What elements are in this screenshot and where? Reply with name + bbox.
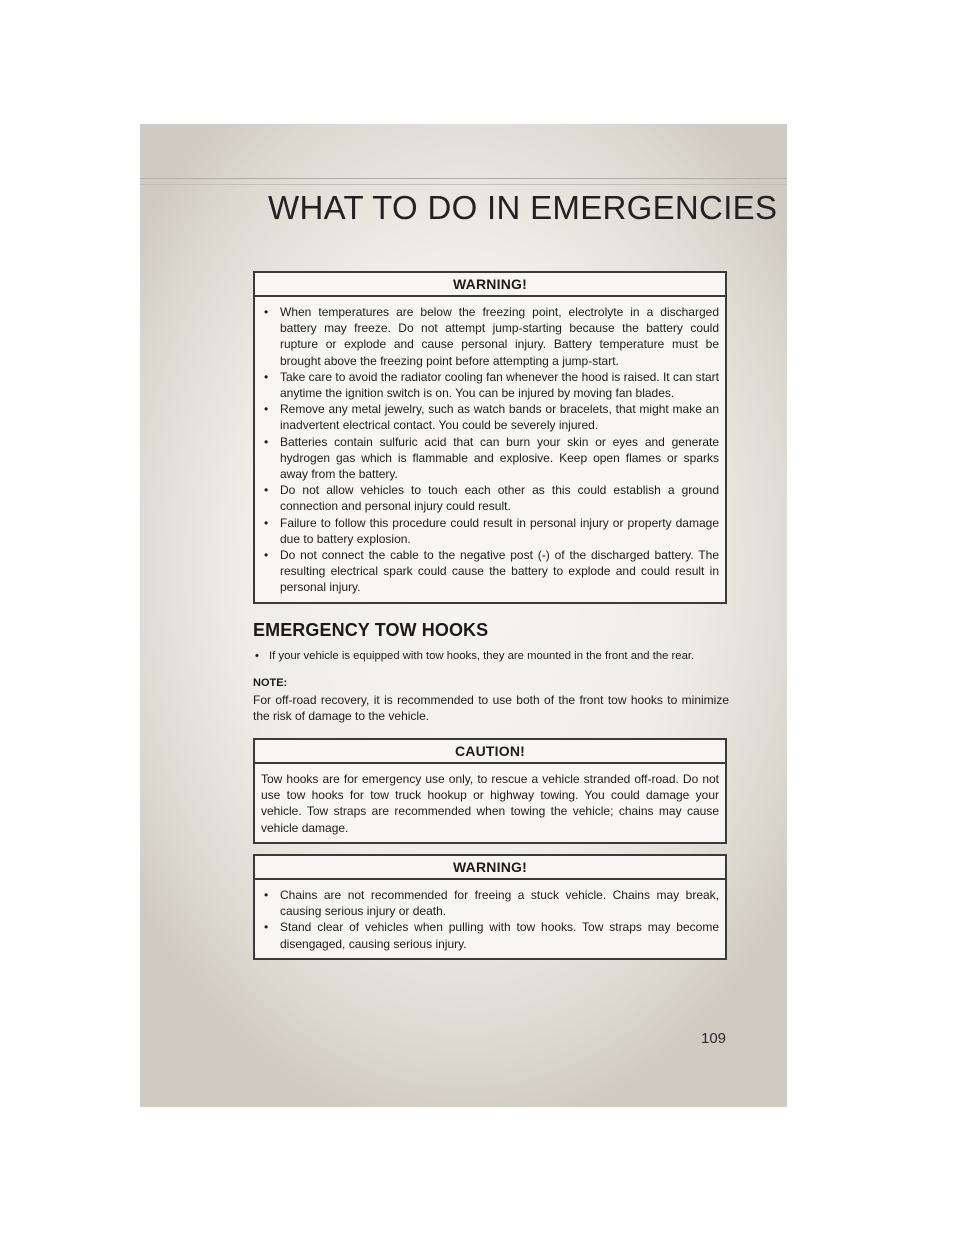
warning-heading: WARNING!	[255, 856, 725, 880]
section-heading: EMERGENCY TOW HOOKS	[253, 620, 489, 640]
list-item: • Stand clear of vehicles when pulling with tow hooks. Tow straps may become disengaged, causing serious injury.	[261, 919, 719, 951]
caution-heading: CAUTION!	[255, 740, 725, 764]
warning-box-battery	[253, 271, 727, 604]
list-item: • Do not connect the cable to the negative post (-) of the discharged battery. The resulting electrical spark could cause the battery to explode and could result in personal injury.	[261, 547, 719, 596]
page-title: WHAT TO DO IN EMERGENCIES	[268, 189, 778, 226]
list-item: • When temperatures are below the freezing point, electrolyte in a discharged battery may freeze. Do not attempt jump-starting because the battery could rupture or explode and cause personal injury. Battery temperature must be brought above the freezing point before attempting a jump-start.	[261, 304, 719, 369]
list-item: • Batteries contain sulfuric acid that can burn your skin or eyes and generate hydrogen gas which is flammable and explosive. Keep open flames or sparks away from the battery.	[261, 434, 719, 483]
warning-box-tow	[253, 854, 727, 960]
list-item: • Do not allow vehicles to touch each other as this could establish a ground connection and personal injury could result.	[261, 482, 719, 514]
page-number: 109	[701, 1030, 727, 1047]
caution-text: Tow hooks are for emergency use only, to rescue a vehicle stranded off-road. Do not use tow hooks for tow truck hookup or highway towing. You could damage your vehicle. Tow straps are recommended when towing the vehicle; chains may cause vehicle damage.	[261, 772, 719, 835]
tow-hooks-bullet-text: If your vehicle is equipped with tow hooks, they are mounted in the front and the rear.	[269, 650, 695, 662]
header-rule	[140, 178, 787, 179]
note-text: For off-road recovery, it is recommended to use both of the front tow hooks to minimize the risk of damage to the vehicle.	[253, 693, 729, 724]
list-item: • Chains are not recommended for freeing a stuck vehicle. Chains may break, causing serious injury or death.	[261, 887, 719, 919]
warning-list	[261, 304, 719, 596]
note-label: NOTE:	[253, 677, 288, 689]
tow-hooks-bullet: • If your vehicle is equipped with tow hooks, they are mounted in the front and the rear.	[255, 650, 695, 662]
header-rule	[140, 184, 787, 185]
list-item: • Remove any metal jewelry, such as watch bands or bracelets, that might make an inadvertent electrical contact. You could be severely injured.	[261, 401, 719, 433]
manual-page	[140, 124, 787, 1107]
caution-box	[253, 738, 727, 844]
list-item: • Failure to follow this procedure could result in personal injury or property damage due to battery explosion.	[261, 515, 719, 547]
warning-heading: WARNING!	[255, 273, 725, 297]
warning-list	[261, 887, 719, 952]
list-item: • Take care to avoid the radiator cooling fan whenever the hood is raised. It can start anytime the ignition switch is on. You can be injured by moving fan blades.	[261, 369, 719, 401]
